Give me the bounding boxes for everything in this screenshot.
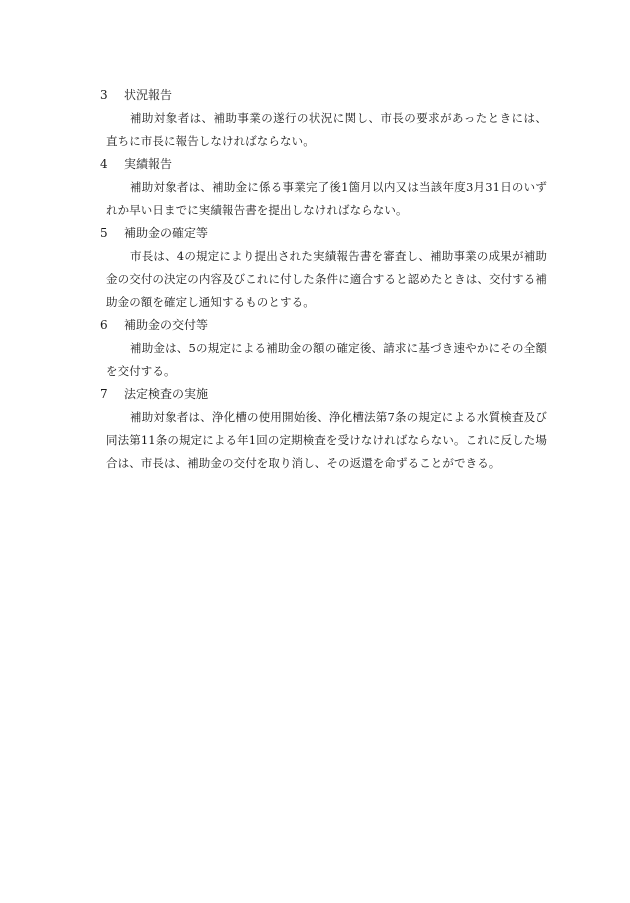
section-number: 7 [100,387,108,401]
section-body: 市長は、4の規定により提出された実績報告書を審査し、補助事業の成果が補助金の交付の決定の内容及びこれに付した条件に適合すると認めたときは、交付する補助金の額を確定し通知するものとする。 [106,249,547,309]
section-title: 補助金の交付等 [124,318,209,332]
section-title: 法定検査の実施 [124,387,209,401]
section-heading [95,84,547,107]
section-heading [95,314,547,337]
section-title: 実績報告 [124,157,173,171]
section-number: 5 [100,226,108,240]
section-number: 6 [100,318,108,332]
section-body: 補助金は、5の規定による補助金の額の確定後、請求に基づき速やかにその全額を交付する。 [106,341,547,378]
section-title: 状況報告 [124,88,173,102]
section-number: 4 [100,157,108,171]
section-body: 補助対象者は、補助金に係る事業完了後1箇月以内又は当該年度3月31日のいずれか早い日までに実績報告書を提出しなければならない。 [106,180,547,217]
section-performance-report [95,153,547,222]
section-title: 補助金の確定等 [124,226,209,240]
section-body: 補助対象者は、浄化槽の使用開始後、浄化槽法第7条の規定による水質検査及び同法第11条の規定による年1回の定期検査を受けなければならない。これに反した場合は、市長は、補助金の交付を取り消し、その返還を命ずることができる。 [106,410,547,470]
document-content [95,84,547,475]
section-body: 補助対象者は、補助事業の遂行の状況に関し、市長の要求があったときには、直ちに市長に報告しなければならない。 [106,111,547,148]
section-heading [95,383,547,406]
section-statutory-inspection [95,383,547,475]
section-heading [95,153,547,176]
section-status-report [95,84,547,153]
section-subsidy-payment [95,314,547,383]
section-subsidy-determination [95,222,547,314]
section-number: 3 [100,88,108,102]
section-heading [95,222,547,245]
